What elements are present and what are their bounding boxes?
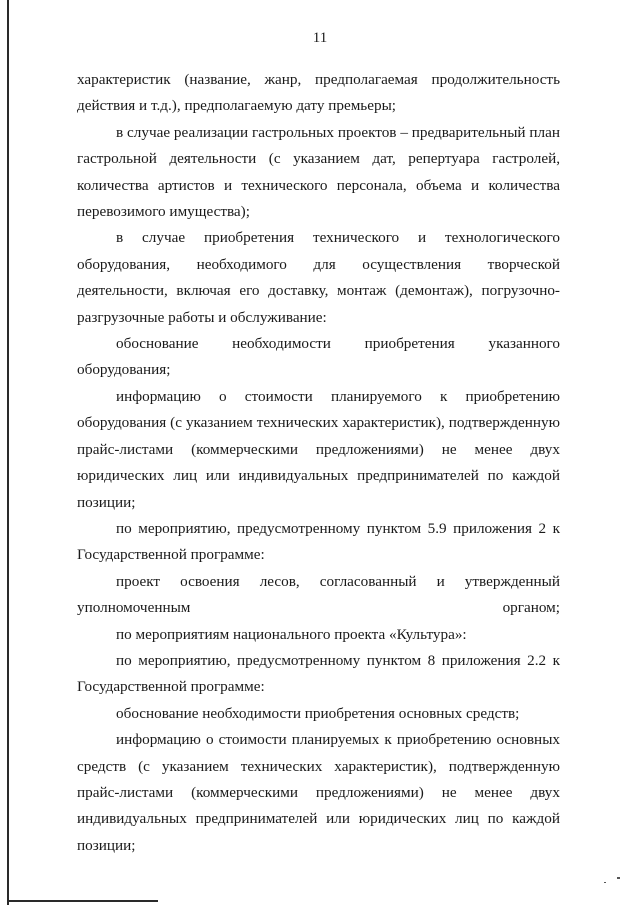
paragraph: по мероприятиям национального проекта «Культура»: [116,625,467,643]
paragraph: проект освоения лесов, согласованный и утвержденный уполномоченным органом; [77,572,560,617]
page-number: 11 [312,30,328,46]
paragraph: информацию о стоимости планируемых к приобретению основных средств (с указанием технических характеристик), подтвержденную прайс-листами (коммерческими предложениями) не менее двух индивидуальных предпринимателей или юридических лиц по каждой позиции; [77,731,560,854]
scan-speck [604,882,606,883]
paragraph: в случае приобретения технического и технологического оборудования, необходимого для осуществления творческой деятельности, включая его доставку, монтаж (демонтаж), погрузочно-разгрузочные работы и обслуживание: [77,229,560,326]
paragraph: обоснование необходимости приобретения основных средств; [116,704,520,722]
page-edge-left [7,0,9,905]
paragraph: по мероприятию, предусмотренному пунктом 8 приложения 2.2 к Государственной программе: [77,651,560,696]
page-edge-bottom [8,900,158,902]
paragraph: информацию о стоимости планируемого к приобретению оборудования (с указанием технических характеристик), подтвержденную прайс-листами (коммерческими предложениями) не менее двух юридических лиц или индивидуальных предпринимателей по каждой позиции; [77,387,560,511]
scan-speck [617,877,620,879]
paragraph: в случае реализации гастрольных проектов – предварительный план гастрольной деятельности (с указанием дат, репертуара гастролей, количества артистов и технического персонала, объема и количества перевозимого имущества); [77,123,560,221]
paragraph: обоснование необходимости приобретения указанного оборудования; [77,335,560,379]
paragraph: характеристик (название, жанр, предполагаемая продолжительность действия и т.д.), предполагаемую дату премьеры; [77,71,560,115]
paragraph: по мероприятию, предусмотренному пунктом 5.9 приложения 2 к Государственной программе: [77,519,560,564]
document-body [77,67,560,859]
